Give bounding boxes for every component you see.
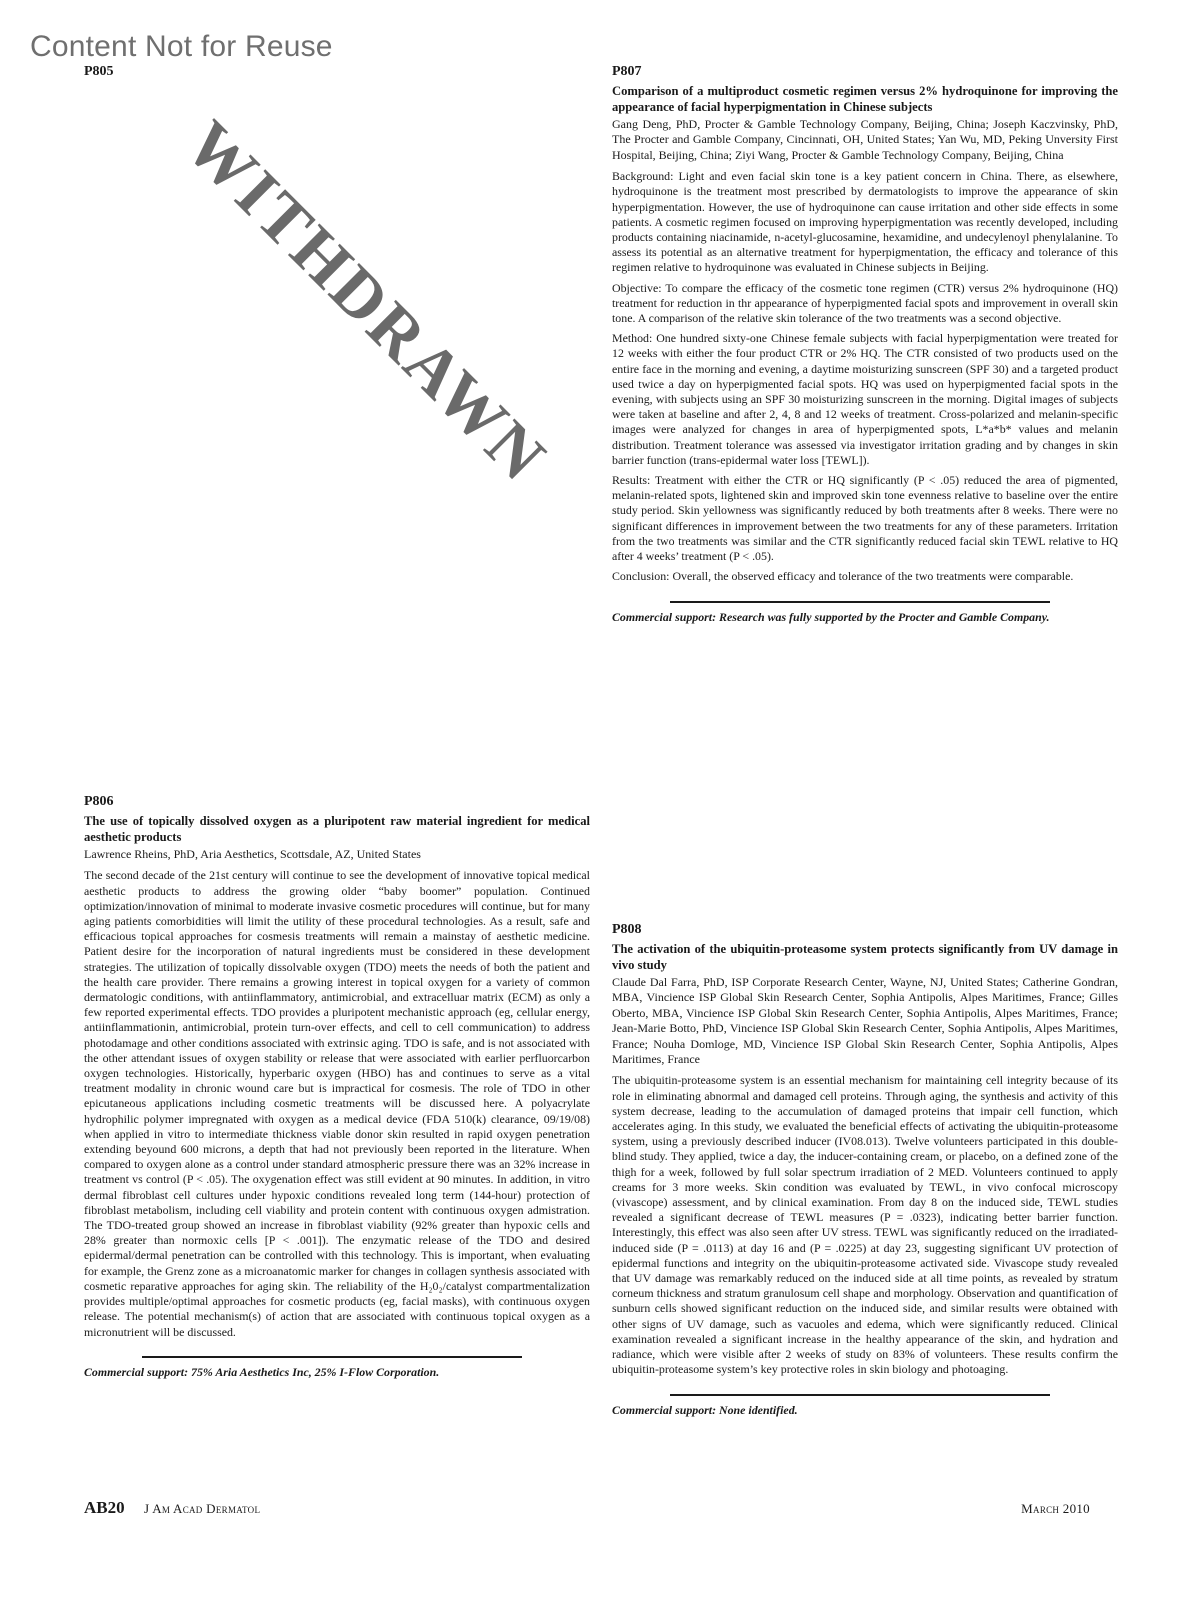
abstract-authors: Gang Deng, PhD, Procter & Gamble Technology Company, Beijing, China; Joseph Kaczvinsky, PhD, The Procter and Gamble Company, Cincinnati, OH, United States; Yan Wu, MD, Peking Unversity First Hospital, Beijing, China; Ziyi Wang, Procter & Gamble Technology Company, Beijing, China bbox=[612, 117, 1118, 162]
commercial-support: Commercial support: Research was fully supported by the Procter and Gamble Company. bbox=[612, 609, 1050, 624]
abstract-objective: Objective: To compare the efficacy of the cosmetic tone regimen (CTR) versus 2% hydroquinone (HQ) treatment for reduction in thr appearance of hyperpigmented facial spots and improvement in overall skin tone. A comparison of the relative skin tolerance of the two treatments was a second objective. bbox=[612, 280, 1118, 326]
abstract-p808 bbox=[612, 922, 1118, 1418]
abstract-body: The ubiquitin-proteasome system is an essential mechanism for maintaining cell integrity because of its role in eliminating abnormal and damaged cell proteins. Through aging, the synthesis and activity of this system decrease, leading to the accumulation of damaged proteins that impair cell function, which accelerates aging. In this study, we evaluated the beneficial effects of activating the ubiquitin-proteasome system, using a previously described inducer (IV08.013). Twelve volunteers participated in this double-blind study. They applied, twice a day, the inducer-containing cream, or placebo, on a defined zone of the thigh for a week, followed by full solar spectrum irradiation of 2 MED. Volunteers continued to apply creams for 3 more weeks. Skin condition was evaluated by TEWL, in vivo confocal microscopy (vivascope) assessment, and by clinical examination. From day 8 on the induced side, TEWL studies revealed a significant decrease of TEWL measures (P = .0323), indicating better barrier function. Interestingly, this effect was also seen after UV stress. TEWL was significantly reduced on the irradiated-induced side (P = .0113) at day 16 and (P = .0225) at day 23, suggesting significant UV protection of epidermal functions and integrity on the ubiquitin-proteasome activated side. Vivascope study revealed that UV damage was remarkably reduced on the induced side at all time points, as revealed by stratum corneum thickness and stratum granulosum cell shape and morphology. Observation and quantification of sunburn cells showed significant reduction on the induced side, and similar results were obtained with other signs of UV damage, such as vacuoles and edema, which were significantly reduced. Clinical examination revealed a significant increase in the healthy appearance of the skin, and hydration and radiance, which were visible after 2 weeks of study on 83% of volunteers. These results confirm the ubiquitin-proteasome system’s key protective roles in skin biology and photoaging. bbox=[612, 1073, 1118, 1377]
page-number: AB20 bbox=[84, 1498, 125, 1517]
abstract-conclusion: Conclusion: Overall, the observed efficacy and tolerance of the two treatments were comparable. bbox=[612, 569, 1074, 584]
abstract-method: Method: One hundred sixty-one Chinese female subjects with facial hyperpigmentation were treated for 12 weeks with either the four product CTR or 2% HQ. The CTR consisted of two products used on the entire face in the morning and evening, a daytime moisturizing sunscreen (SPF 30) and a targeted product used twice a day on hyperpigmented facial spots. HQ was used on hyperpigmented facial spots in the evening, with subjects using an SPF 30 moisturizing sunscreen in the morning. Digital images of subjects were taken at baseline and after 2, 4, 8 and 12 weeks of treatment. Cross-polarized and melanin-specific images were analyzed for changes in area of hyperpigmented spots, L*a*b* values and melanin distribution. Treatment tolerance was assessed via investigator irritation grading and by changes in skin barrier function (trans-epidermal water loss [TEWL]). bbox=[612, 331, 1118, 467]
divider bbox=[670, 1394, 1050, 1396]
abstract-background: Background: Light and even facial skin tone is a key patient concern in China. There, as elsewhere, hydroquinone is the treatment most prescribed by dermatologists to improve the appearance of skin hyperpigmentation. However, the use of hydroquinone can cause irritation and other side effects in some patients. A cosmetic regimen focused on improving hyperpigmentation was recently developed, including products containing niacinamide, n-acetyl-glucosamine, hexamidine, and undecylenoyl phenylalanine. To assess its potential as an alternative treatment for hyperpigmentation, the efficacy and tolerance of this regimen relative to hydroquinone was evaluated in Chinese subjects in Beijing. bbox=[612, 169, 1118, 275]
abstract-body: The second decade of the 21st century will continue to see the development of innovative topical medical aesthetic products to address the growing older “baby boomer” population. Continued optimization/innovation of minimal to moderate invasive cosmetic procedures will continue, but for many aging patients comorbidities will limit the utility of these procedural technologies. As a result, safe and efficacious topical approaches for cosmesis treatments will remain a mainstay of aesthetic medicine. Patient desire for the incorporation of natural ingredients must be considered in these development strategies. The utilization of topically dissolvable oxygen (TDO) meets the needs of both the patient and the health care provider. There remains a growing interest in topical oxygen for a variety of common dermatologic conditions, with antiinflammatory, antimicrobial, and extracelluar matrix (ECM) as only a few reported experimental effects. TDO provides a pluripotent mechanistic approach (eg, cellular energy, antiinflammationin, antimicrobial, protein turn-over effects, and cell to cell communication) to address photodamage and other conditions associated with extrinsic aging. TDO is safe, and is not associated with the other attendant issues of oxygen stability or release that were associated with earlier perfluorcarbon oxygen technologies. Historically, hyperbaric oxygen (HBO) has and continues to serve as a vital treatment modality in chronic wound care but is impractical for cosmesis. The role of TDO in other epicutaneous applications including cosmetic treatments will be discussed here. A polyacrylate hydrophilic polymer impregnated with oxygen as a medical device (FDA 510(k) clearance, 09/19/08) when applied in vitro to intermediate thickness viable donor skin resulted in rapid oxygen penetration extending beyound 600 microns, a depth that had not previously been reported in the literature. When compared to oxygen alone as a control under standard atmospheric pressure there was an 32% increase in treatment vs control (P < .05). The oxygenation effect was still evident at 90 minutes. In addition, in vitro dermal fibroblast cell cultures under hypoxic conditions revealed long term (144-hour) protection of fibroblast metabolism, including cell viability and protein content with continuous oxygen admistration. The TDO-treated group showed an increase in fibroblast viability (92% greater than hypoxic cells and 28% greater than normoxic cells [P < .001]). The enzymatic release of the TDO and desired epidermal/dermal penetration can be controlled with this technology. This is important, when evaluating for example, the Grenz zone as a microanatomic marker for changes in collagen synthesis associated with cosmetic reparative approaches for aging skin. The reliability of the H₂0₂/catalyst compartmentalization provides multiple/optimal approaches for cosmetic products (eg, facial masks), with continuous oxygen release. The potential mechanism(s) of action that are associated with continuous topical oxygen as a micronutrient will be discussed. bbox=[84, 868, 590, 1339]
abstract-p807 bbox=[612, 64, 1118, 625]
abstract-id: P805 bbox=[84, 64, 114, 79]
abstract-title: The activation of the ubiquitin-proteasome system protects significantly from UV damage in vivo study bbox=[612, 942, 1118, 972]
abstract-p805 bbox=[84, 64, 590, 83]
commercial-support: Commercial support: 75% Aria Aesthetics Inc, 25% I-Flow Corporation. bbox=[84, 1364, 440, 1379]
divider bbox=[670, 601, 1050, 603]
abstract-id: P808 bbox=[612, 922, 642, 937]
abstract-results: Results: Treatment with either the CTR or HQ significantly (P < .05) reduced the area of pigmented, melanin-related spots, lightened skin and improved skin tone evenness relative to baseline over the entire study period. Skin yellowness was significantly reduced by both treatments after 8 weeks. There were no significant differences in improvement between the two treatments for any of these parameters. Irritation from the two treatments was similar and the CTR significantly reduced facial skin TEWL relative to HQ after 4 weeks’ treatment (P < .05). bbox=[612, 473, 1118, 564]
withdrawn-stamp: WITHDRAWN bbox=[171, 105, 563, 497]
page-footer bbox=[84, 1498, 1090, 1520]
abstract-title: Comparison of a multiproduct cosmetic regimen versus 2% hydroquinone for improving the appearance of facial hyperpigmentation in Chinese subjects bbox=[612, 84, 1118, 114]
journal-name: J Am Acad Dermatol bbox=[144, 1501, 261, 1516]
issue-date: March 2010 bbox=[1021, 1501, 1090, 1516]
commercial-support: Commercial support: None identified. bbox=[612, 1402, 798, 1417]
abstract-authors: Lawrence Rheins, PhD, Aria Aesthetics, Scottsdale, AZ, United States bbox=[84, 847, 421, 861]
abstract-p806 bbox=[84, 794, 590, 1380]
abstract-authors: Claude Dal Farra, PhD, ISP Corporate Research Center, Wayne, NJ, United States; Catherine Gondran, MBA, Vincience ISP Global Skin Research Center, Sophia Antipolis, Alpes Maritimes, France; Gilles Oberto, MBA, Vincience ISP Global Skin Research Center, Sophia Antipolis, Alpes Maritimes, France; Jean-Marie Botto, PhD, Vincience ISP Global Skin Research Center, Sophia Antipolis, Alpes Maritimes, France; Nouha Domloge, MD, Vincience ISP Global Skin Research Center, Sophia Antipolis, Alpes Maritimes, France bbox=[612, 975, 1118, 1067]
abstract-title: The use of topically dissolved oxygen as a pluripotent raw material ingredient for medical aesthetic products bbox=[84, 814, 590, 844]
divider bbox=[142, 1356, 522, 1358]
abstract-id: P806 bbox=[84, 794, 114, 809]
abstract-id: P807 bbox=[612, 64, 642, 79]
content-watermark: Content Not for Reuse bbox=[30, 30, 333, 63]
